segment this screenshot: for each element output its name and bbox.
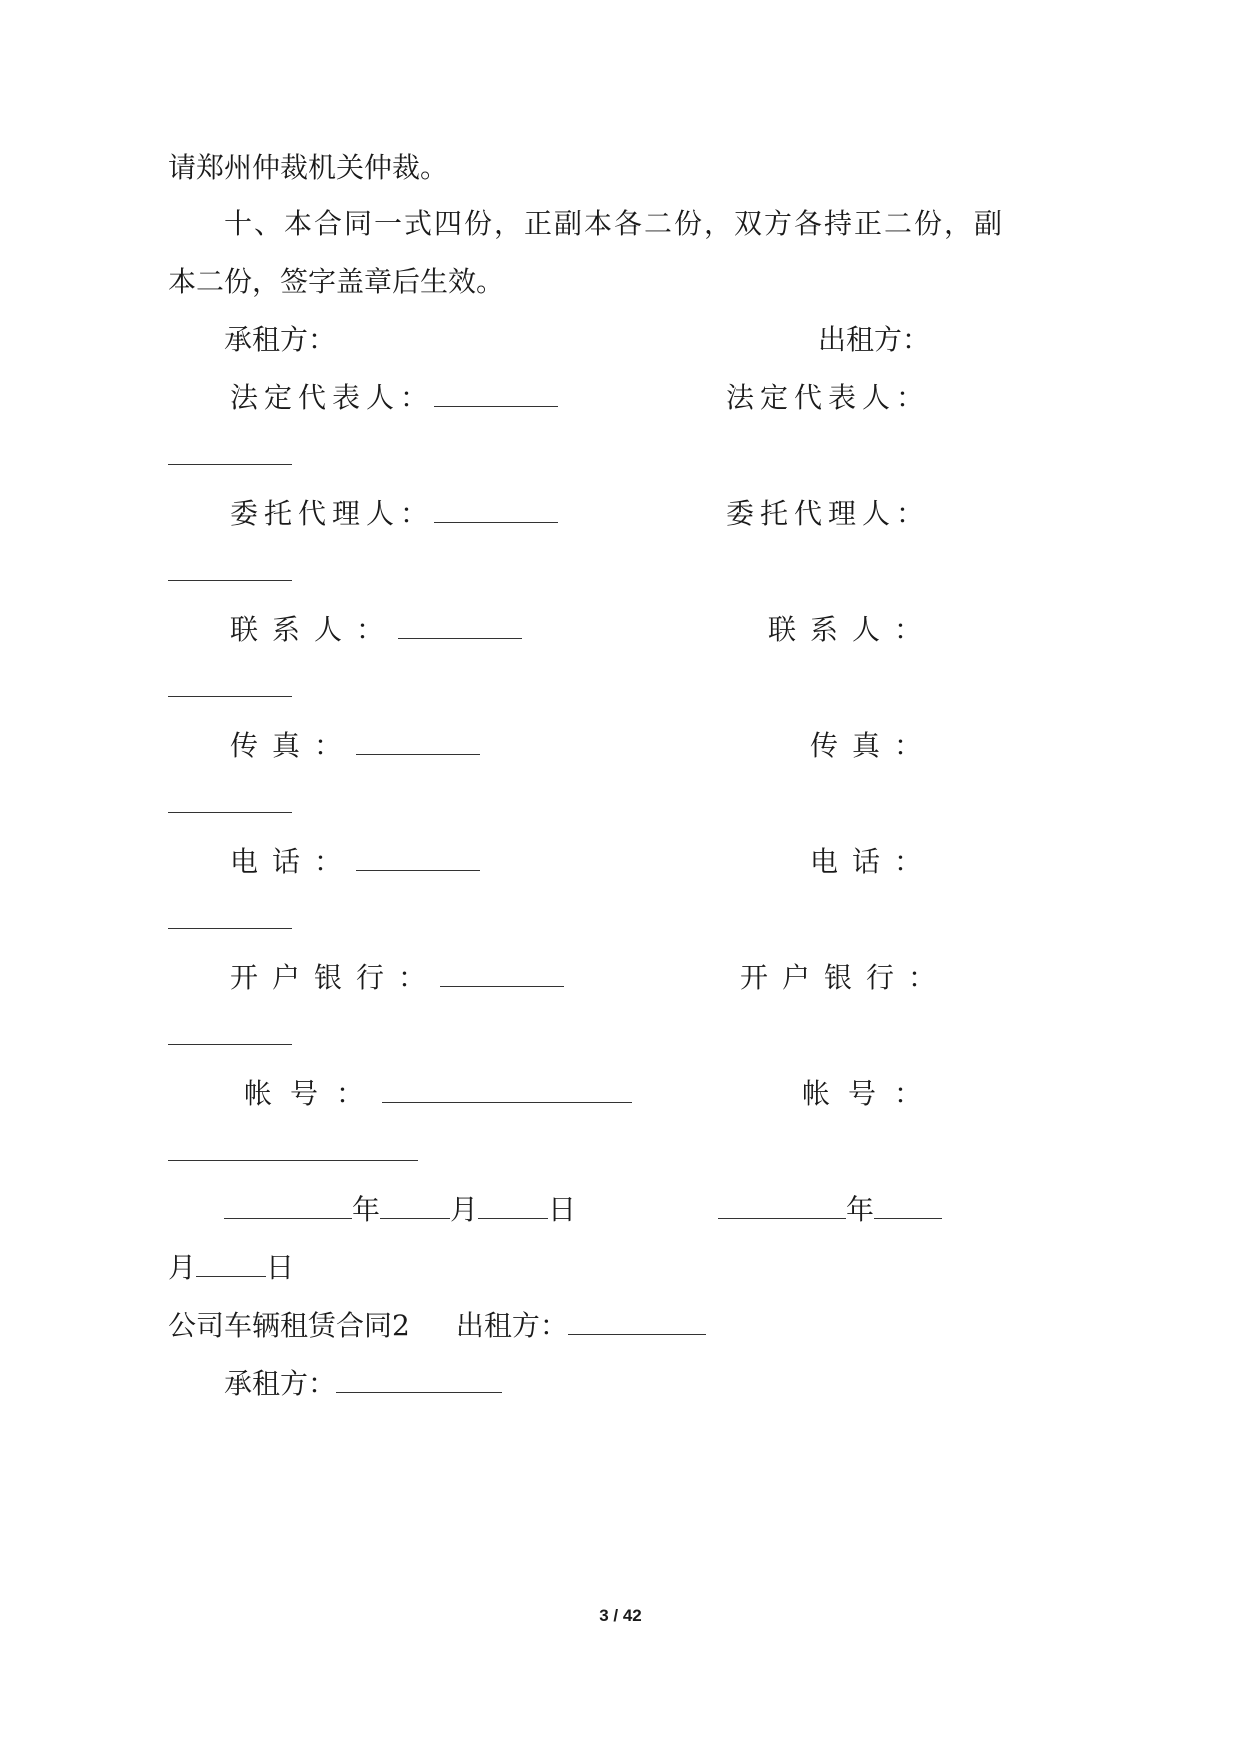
month-label-left: 月 [450, 1193, 479, 1226]
phone-label-right: 电话： [809, 845, 936, 878]
second-lessee-blank[interactable] [336, 1366, 502, 1393]
phone-right [800, 842, 936, 882]
second-lessor-label: 出租方： [455, 1309, 568, 1342]
legal-rep-label-right: 法定代表人： [725, 381, 930, 414]
clause-ten-text-2: 本二份，签字盖章后生效。 [168, 265, 505, 298]
arbitration-line [168, 148, 448, 188]
agent-right [700, 494, 930, 534]
contact-blank-right[interactable] [168, 670, 292, 697]
contact-left [230, 610, 522, 650]
contact-right [760, 610, 936, 650]
agent-blank-right-line [168, 552, 292, 592]
account-label-left: 帐号： [244, 1077, 383, 1110]
account-left [244, 1074, 632, 1114]
phone-blank-right[interactable] [168, 902, 292, 929]
phone-blank-left[interactable] [356, 844, 480, 871]
agent-blank-left[interactable] [434, 496, 558, 523]
bank-label-right: 开户银行： [740, 961, 951, 994]
arbitration-text: 请郑州仲裁机关仲裁。 [168, 151, 449, 184]
second-lessee-line [224, 1364, 502, 1404]
fax-left [230, 726, 480, 766]
clause-ten-line-1 [224, 204, 1004, 244]
year-blank-left[interactable] [224, 1192, 352, 1219]
second-contract-line [168, 1306, 706, 1346]
legal-rep-blank-left[interactable] [434, 380, 558, 407]
agent-blank-right[interactable] [168, 554, 292, 581]
lessee-label-line [224, 320, 336, 360]
contact-blank-right-line [168, 668, 292, 708]
agent-label-left: 委托代理人： [230, 497, 435, 530]
account-blank-right[interactable] [168, 1134, 418, 1161]
year-blank-right[interactable] [718, 1192, 846, 1219]
clause-ten-text-1: 十、本合同一式四份，正副本各二份，双方各持正二份，副 [224, 207, 1005, 240]
legal-rep-blank-right-line [168, 436, 292, 476]
fax-blank-right-line [168, 784, 292, 824]
day-label-right: 日 [266, 1251, 295, 1284]
bank-left [230, 958, 564, 998]
day-blank-left[interactable] [478, 1192, 548, 1219]
second-lessor-blank[interactable] [568, 1308, 706, 1335]
lessee-label: 承租方： [224, 323, 337, 356]
contact-blank-left[interactable] [398, 612, 522, 639]
contact-label-right: 联系人： [767, 613, 936, 646]
page-number: 3 / 42 [599, 1606, 642, 1625]
second-contract-title: 公司车辆租赁合同2 [168, 1309, 410, 1342]
bank-blank-left[interactable] [440, 960, 564, 987]
date-right [718, 1190, 942, 1230]
date-left [224, 1190, 576, 1230]
phone-left [230, 842, 480, 882]
year-label-right: 年 [846, 1193, 875, 1226]
bank-right [740, 958, 951, 998]
account-blank-left[interactable] [382, 1076, 632, 1103]
lessor-label: 出租方： [817, 323, 930, 356]
phone-label-left: 电话： [230, 845, 357, 878]
month-blank-left[interactable] [380, 1192, 450, 1219]
contact-label-left: 联系人： [230, 613, 399, 646]
bank-blank-right[interactable] [168, 1018, 292, 1045]
bank-label-left: 开户银行： [230, 961, 441, 994]
lessor-label-line [760, 320, 930, 360]
fax-right [800, 726, 936, 766]
agent-label-right: 委托代理人： [725, 497, 930, 530]
clause-ten-line-2 [168, 262, 504, 302]
legal-rep-right [700, 378, 930, 418]
day-blank-right[interactable] [196, 1250, 266, 1277]
month-blank-right[interactable] [874, 1192, 942, 1219]
fax-blank-right[interactable] [168, 786, 292, 813]
phone-blank-right-line [168, 900, 292, 940]
month-label-right: 月 [168, 1251, 197, 1284]
account-blank-right-line [168, 1132, 418, 1172]
year-label-left: 年 [352, 1193, 381, 1226]
fax-blank-left[interactable] [356, 728, 480, 755]
legal-rep-label-left: 法定代表人： [230, 381, 435, 414]
day-label-left: 日 [548, 1193, 577, 1226]
fax-label-left: 传真： [230, 729, 357, 762]
legal-rep-left [230, 378, 558, 418]
second-lessee-label: 承租方： [224, 1367, 337, 1400]
agent-left [230, 494, 558, 534]
legal-rep-blank-right[interactable] [168, 438, 292, 465]
account-label-right: 帐号： [801, 1077, 940, 1110]
account-right [780, 1074, 940, 1114]
date-right-continued [168, 1248, 294, 1288]
bank-blank-right-line [168, 1016, 292, 1056]
fax-label-right: 传真： [809, 729, 936, 762]
